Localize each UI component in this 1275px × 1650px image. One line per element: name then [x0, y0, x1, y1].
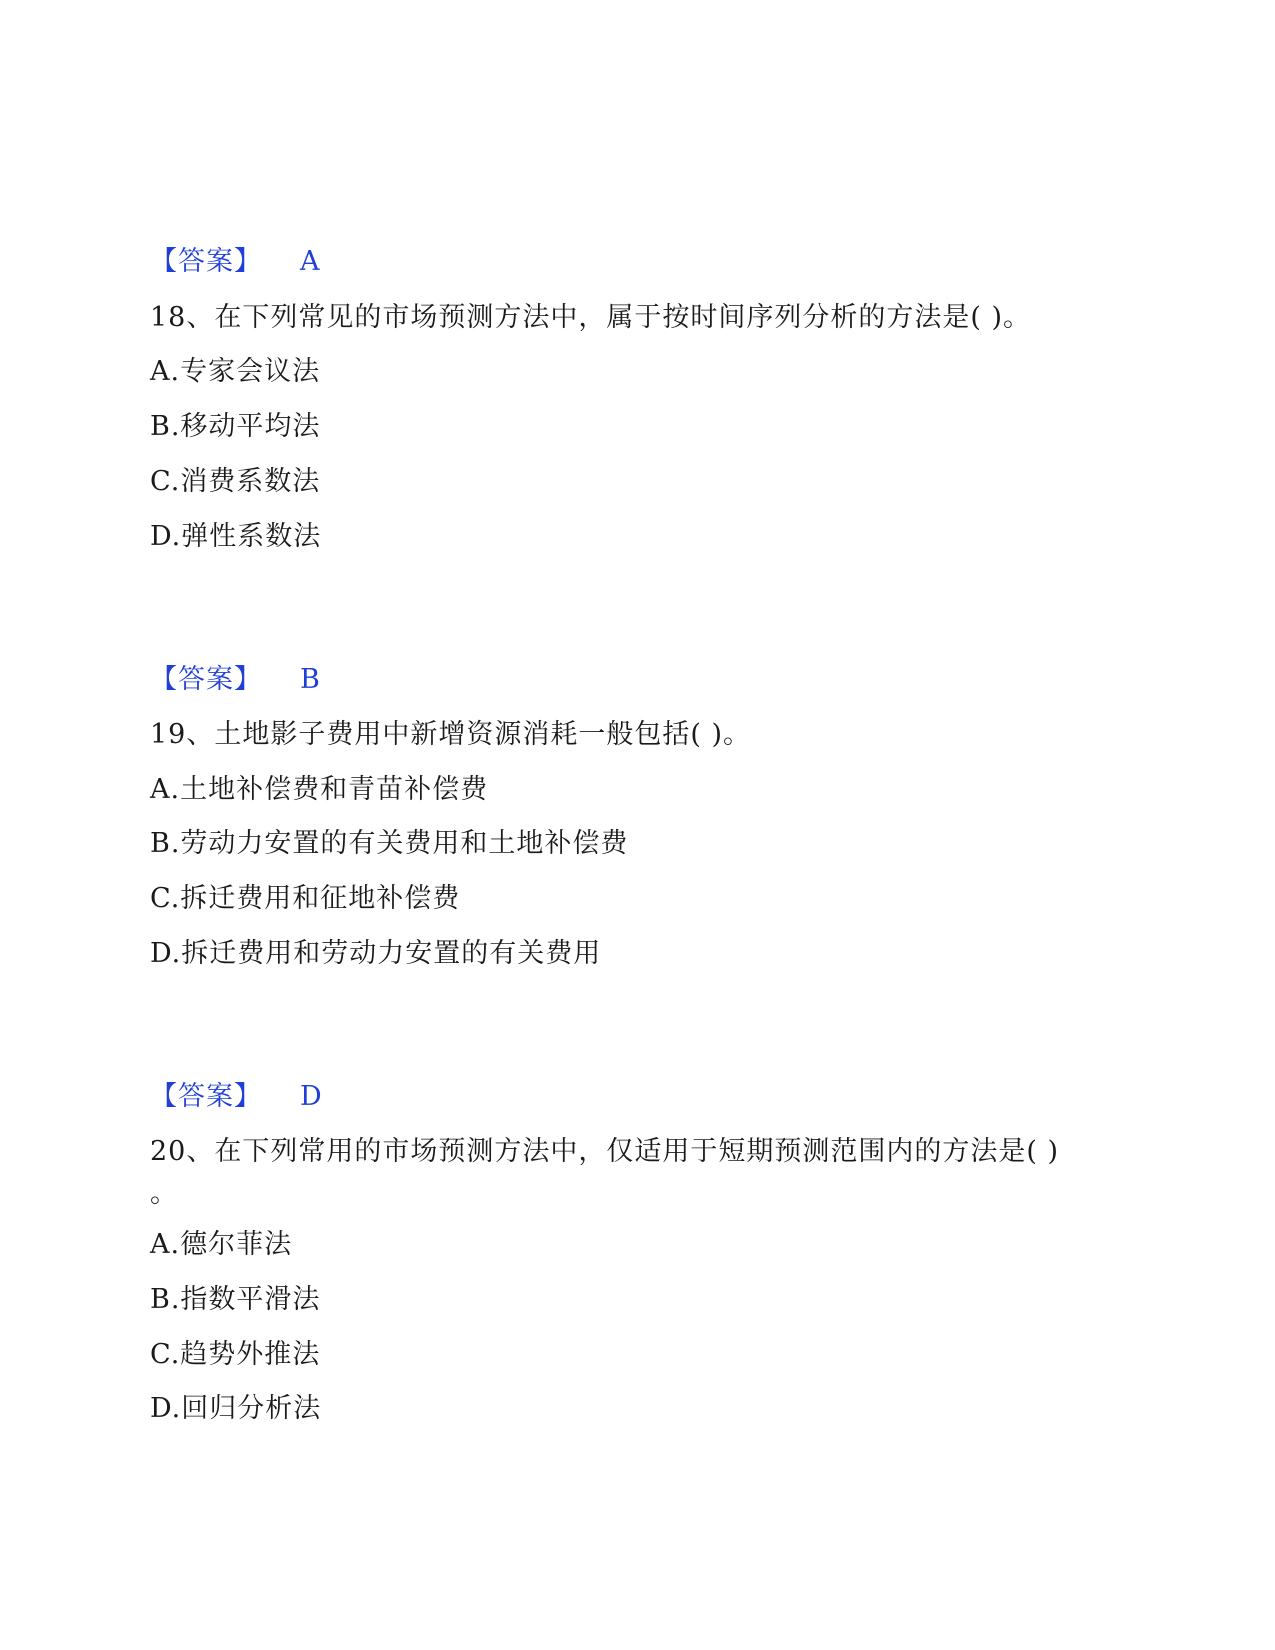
question-19-option-b: B.劳动力安置的有关费用和土地补偿费	[150, 828, 629, 859]
answer-tag: 【答案】	[150, 246, 262, 277]
question-20-option-a: A.德尔菲法	[150, 1229, 293, 1260]
question-18-option-b: B.移动平均法	[150, 411, 321, 442]
answer-line	[150, 1079, 323, 1115]
question-19-option-a: A.土地补偿费和青苗补偿费	[150, 774, 489, 805]
answer-line	[150, 662, 321, 698]
answer-line	[150, 244, 321, 280]
question-19: 19、土地影子费用中新增资源消耗一般包括( )。	[150, 719, 752, 750]
answer-value: D	[300, 1081, 323, 1112]
answer-value: A	[300, 246, 321, 277]
question-19-option-c: C.拆迁费用和征地补偿费	[150, 883, 461, 914]
answer-tag: 【答案】	[150, 664, 262, 695]
question-18-option-c: C.消费系数法	[150, 466, 321, 497]
question-20-option-d: D.回归分析法	[150, 1393, 322, 1424]
question-18-option-d: D.弹性系数法	[150, 521, 322, 552]
question-18: 18、在下列常见的市场预测方法中，属于按时间序列分析的方法是( )。	[150, 302, 1032, 333]
question-19-option-d: D.拆迁费用和劳动力安置的有关费用	[150, 938, 602, 969]
question-18-option-a: A.专家会议法	[150, 356, 321, 387]
question-20: 20、在下列常用的市场预测方法中，仅适用于短期预测范围内的方法是( )	[150, 1136, 1060, 1167]
question-20-option-b: B.指数平滑法	[150, 1284, 321, 1315]
question-20-continuation: 。	[150, 1178, 178, 1209]
answer-value: B	[300, 664, 321, 695]
answer-tag: 【答案】	[150, 1081, 262, 1112]
question-20-option-c: C.趋势外推法	[150, 1339, 321, 1370]
